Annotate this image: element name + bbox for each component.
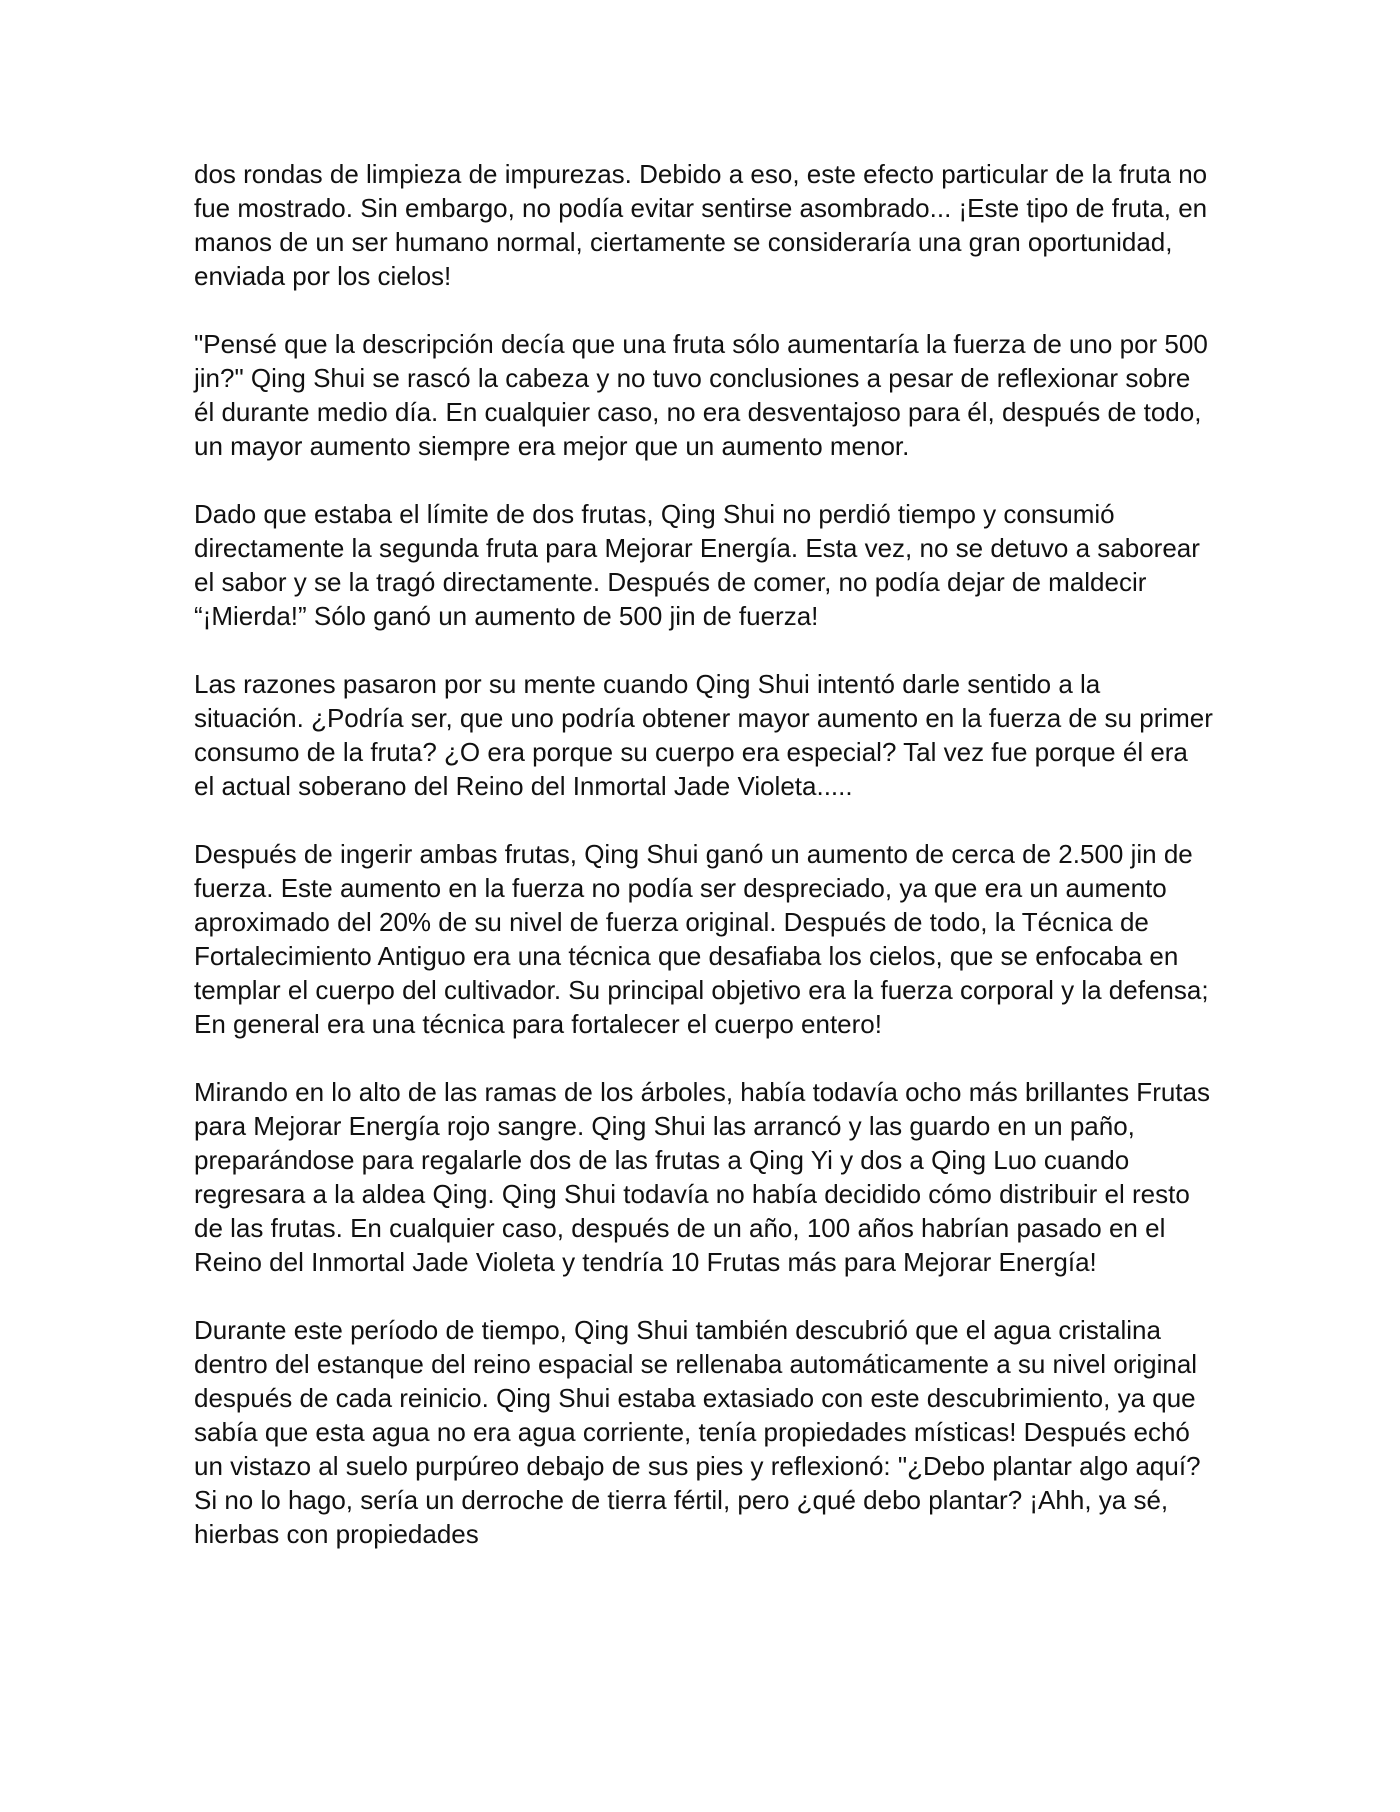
- paragraph-4: Las razones pasaron por su mente cuando Qing Shui intentó darle sentido a la situación. ¿Podría ser, que uno podría obtener mayor aumento en la fuerza de su primer consumo de la fruta? ¿O era porque su cuerpo era especial? Tal vez fue porque él era el actual soberano del Reino del Inmortal Jade Violeta.....: [194, 669, 1213, 801]
- paragraph-6: Mirando en lo alto de las ramas de los árboles, había todavía ocho más brillantes Frutas para Mejorar Energía rojo sangre. Qing Shui las arrancó y las guardo en un paño, preparándose para regalarle dos de las frutas a Qing Yi y dos a Qing Luo cuando regresara a la aldea Qing. Qing Shui todavía no había decidido cómo distribuir el resto de las frutas. En cualquier caso, después de un año, 100 años habrían pasado en el Reino del Inmortal Jade Violeta y tendría 10 Frutas más para Mejorar Energía!: [194, 1077, 1210, 1277]
- paragraph-5: Después de ingerir ambas frutas, Qing Shui ganó un aumento de cerca de 2.500 jin de fuerza. Este aumento en la fuerza no podía ser despreciado, ya que era un aumento aproximado del 20% de su nivel de fuerza original. Después de todo, la Técnica de Fortalecimiento Antiguo era una técnica que desafiaba los cielos, que se enfocaba en templar el cuerpo del cultivador. Su principal objetivo era la fuerza corporal y la defensa; En general era una técnica para fortalecer el cuerpo entero!: [194, 839, 1209, 1039]
- paragraph-1: dos rondas de limpieza de impurezas. Debido a eso, este efecto particular de la fruta no fue mostrado. Sin embargo, no podía evitar sentirse asombrado... ¡Este tipo de fruta, en manos de un ser humano normal, ciertamente se consideraría una gran oportunidad, enviada por los cielos!: [194, 159, 1208, 291]
- document-body: [194, 157, 1214, 1551]
- paragraph-2: "Pensé que la descripción decía que una fruta sólo aumentaría la fuerza de uno por 500 jin?" Qing Shui se rascó la cabeza y no tuvo conclusiones a pesar de reflexionar sobre él durante medio día. En cualquier caso, no era desventajoso para él, después de todo, un mayor aumento siempre era mejor que un aumento menor.: [194, 329, 1208, 461]
- paragraph-3: Dado que estaba el límite de dos frutas, Qing Shui no perdió tiempo y consumió directamente la segunda fruta para Mejorar Energía. Esta vez, no se detuvo a saborear el sabor y se la tragó directamente. Después de comer, no podía dejar de maldecir “¡Mierda!” Sólo ganó un aumento de 500 jin de fuerza!: [194, 499, 1200, 631]
- paragraph-7: Durante este período de tiempo, Qing Shui también descubrió que el agua cristalina dentro del estanque del reino espacial se rellenaba automáticamente a su nivel original después de cada reinicio. Qing Shui estaba extasiado con este descubrimiento, ya que sabía que esta agua no era agua corriente, tenía propiedades místicas! Después echó un vistazo al suelo purpúreo debajo de sus pies y reflexionó: "¿Debo plantar algo aquí? Si no lo hago, sería un derroche de tierra fértil, pero ¿qué debo plantar? ¡Ahh, ya sé, hierbas con propiedades: [194, 1315, 1201, 1549]
